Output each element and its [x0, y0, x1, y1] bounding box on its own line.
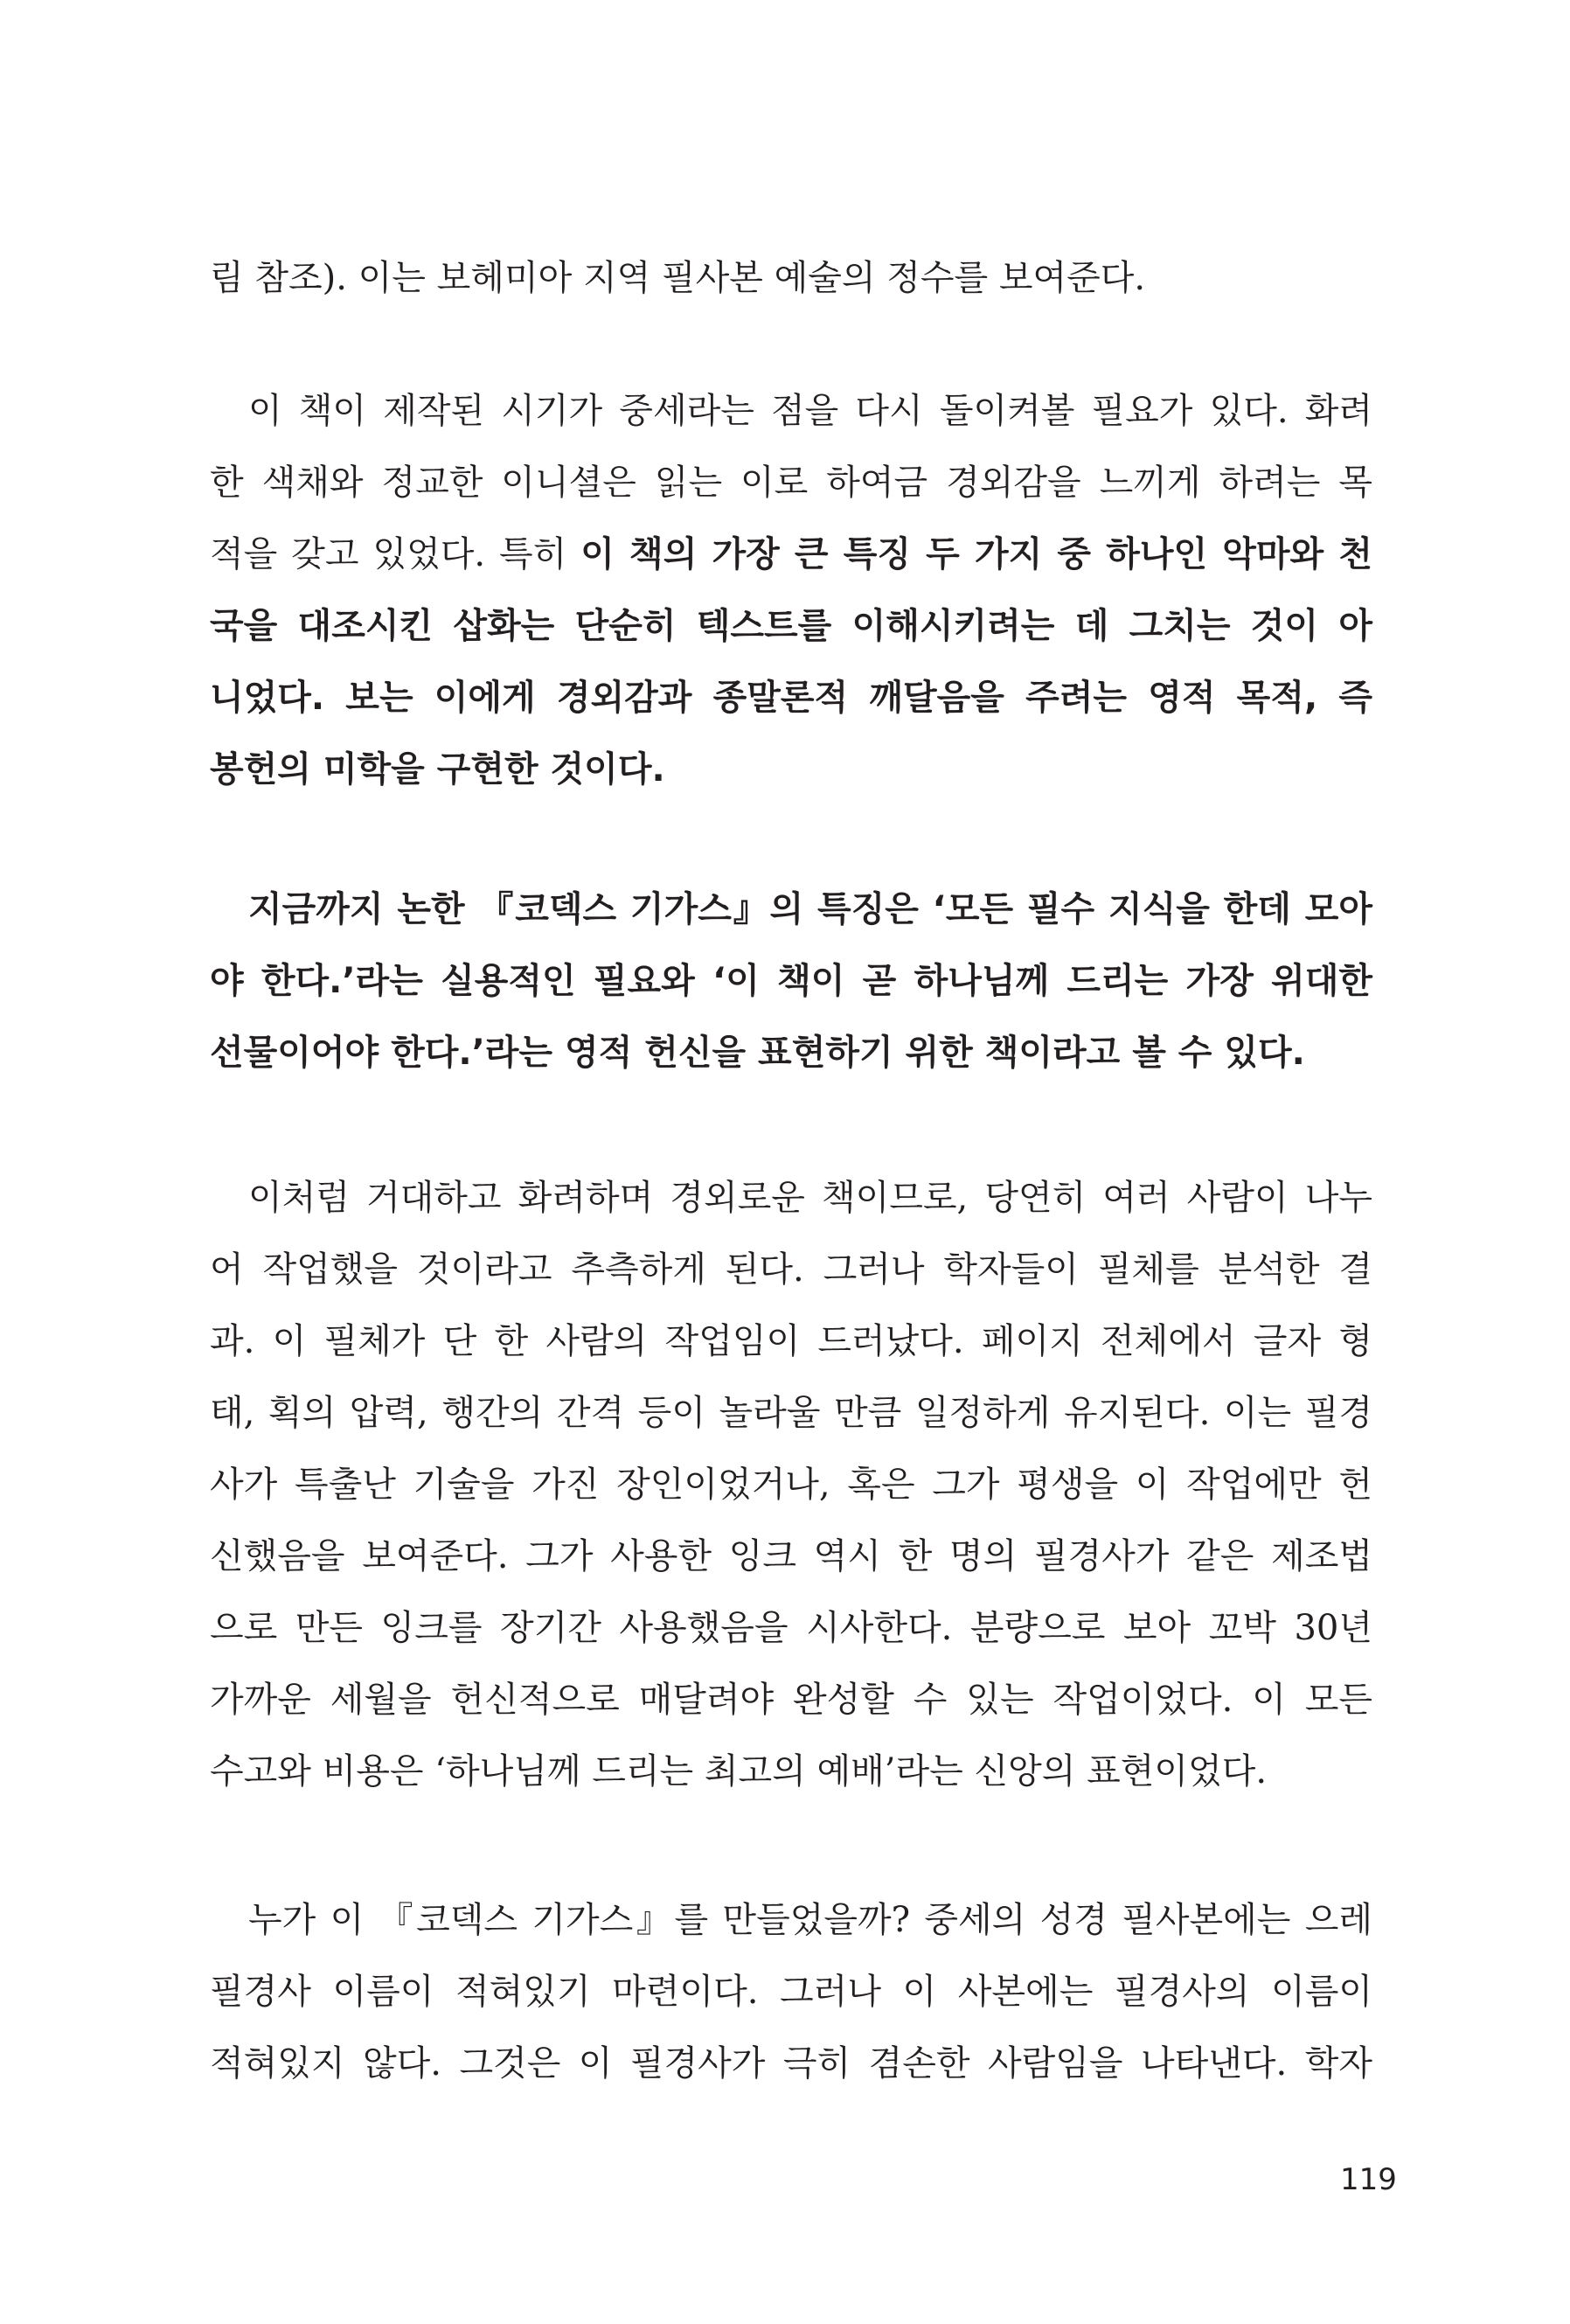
paragraph-4-line-8: 가까운 세월을 헌신적으로 매달려야 완성할 수 있는 작업이었다. 이 모든 [210, 1680, 1372, 1720]
paragraph-4-line-2: 어 작업했을 것이라고 추측하게 된다. 그러나 학자들이 필체를 분석한 결 [210, 1249, 1372, 1290]
plain-text: 적을 갖고 있었다. 특히 [210, 534, 581, 574]
paragraph-1-line-1: 림 참조). 이는 보헤미아 지역 필사본 예술의 정수를 보여준다. [210, 258, 1146, 298]
paragraph-3-line-3: 선물이어야 한다.’라는 영적 헌신을 표현하기 위한 책이라고 볼 수 있다. [210, 1033, 1305, 1073]
paragraph-4-line-5: 사가 특출난 기술을 가진 장인이었거나, 혹은 그가 평생을 이 작업에만 헌 [210, 1465, 1372, 1505]
paragraph-4-line-6: 신했음을 보여준다. 그가 사용한 잉크 역시 한 명의 필경사가 같은 제조법 [210, 1536, 1372, 1576]
paragraph-4-line-7: 으로 만든 잉크를 장기간 사용했음을 시사한다. 분량으로 보아 꼬박 30년 [210, 1608, 1372, 1648]
paragraph-4-line-1: 이처럼 거대하고 화려하며 경외로운 책이므로, 당연히 여러 사람이 나누 [248, 1178, 1372, 1218]
paragraph-2-line-1: 이 책이 제작된 시기가 중세라는 점을 다시 돌이켜볼 필요가 있다. 화려 [248, 391, 1372, 431]
paragraph-5-line-2: 필경사 이름이 적혀있기 마련이다. 그러나 이 사본에는 필경사의 이름이 [210, 1972, 1372, 2012]
paragraph-2-line-2: 한 색채와 정교한 이니셜은 읽는 이로 하여금 경외감을 느끼게 하려는 목 [210, 463, 1372, 503]
paragraph-2-line-4: 국을 대조시킨 삽화는 단순히 텍스트를 이해시키려는 데 그치는 것이 아 [210, 606, 1372, 646]
paragraph-4-line-3: 과. 이 필체가 단 한 사람의 작업임이 드러났다. 페이지 전체에서 글자 형 [210, 1321, 1372, 1361]
paragraph-2-line-5: 니었다. 보는 이에게 경외감과 종말론적 깨달음을 주려는 영적 목적, 즉 [210, 678, 1372, 718]
paragraph-5-line-3: 적혀있지 않다. 그것은 이 필경사가 극히 겸손한 사람임을 나타낸다. 학자 [210, 2043, 1372, 2084]
paragraph-4-line-9: 수고와 비용은 ‘하나님께 드리는 최고의 예배’라는 신앙의 표현이었다. [210, 1751, 1268, 1792]
paragraph-4-line-4: 태, 획의 압력, 행간의 간격 등이 놀라울 만큼 일정하게 유지된다. 이는 필경 [210, 1393, 1372, 1433]
paragraph-2-line-3 [210, 528, 1372, 581]
paragraph-5-line-1: 누가 이 『코덱스 기가스』를 만들었을까? 중세의 성경 필사본에는 으레 [248, 1900, 1372, 1940]
paragraph-3-line-2: 야 한다.’라는 실용적인 필요와 ‘이 책이 곧 하나님께 드리는 가장 위대한 [210, 961, 1372, 1001]
paragraph-2-line-6: 봉헌의 미학을 구현한 것이다. [210, 749, 665, 790]
bold-emphasis-text: 이 책의 가장 큰 특징 두 가지 중 하나인 악마와 천 [580, 534, 1372, 574]
page-number: 119 [1340, 2162, 1397, 2197]
paragraph-3-line-1: 지금까지 논한 『코덱스 기가스』의 특징은 ‘모든 필수 지식을 한데 모아 [248, 889, 1372, 929]
